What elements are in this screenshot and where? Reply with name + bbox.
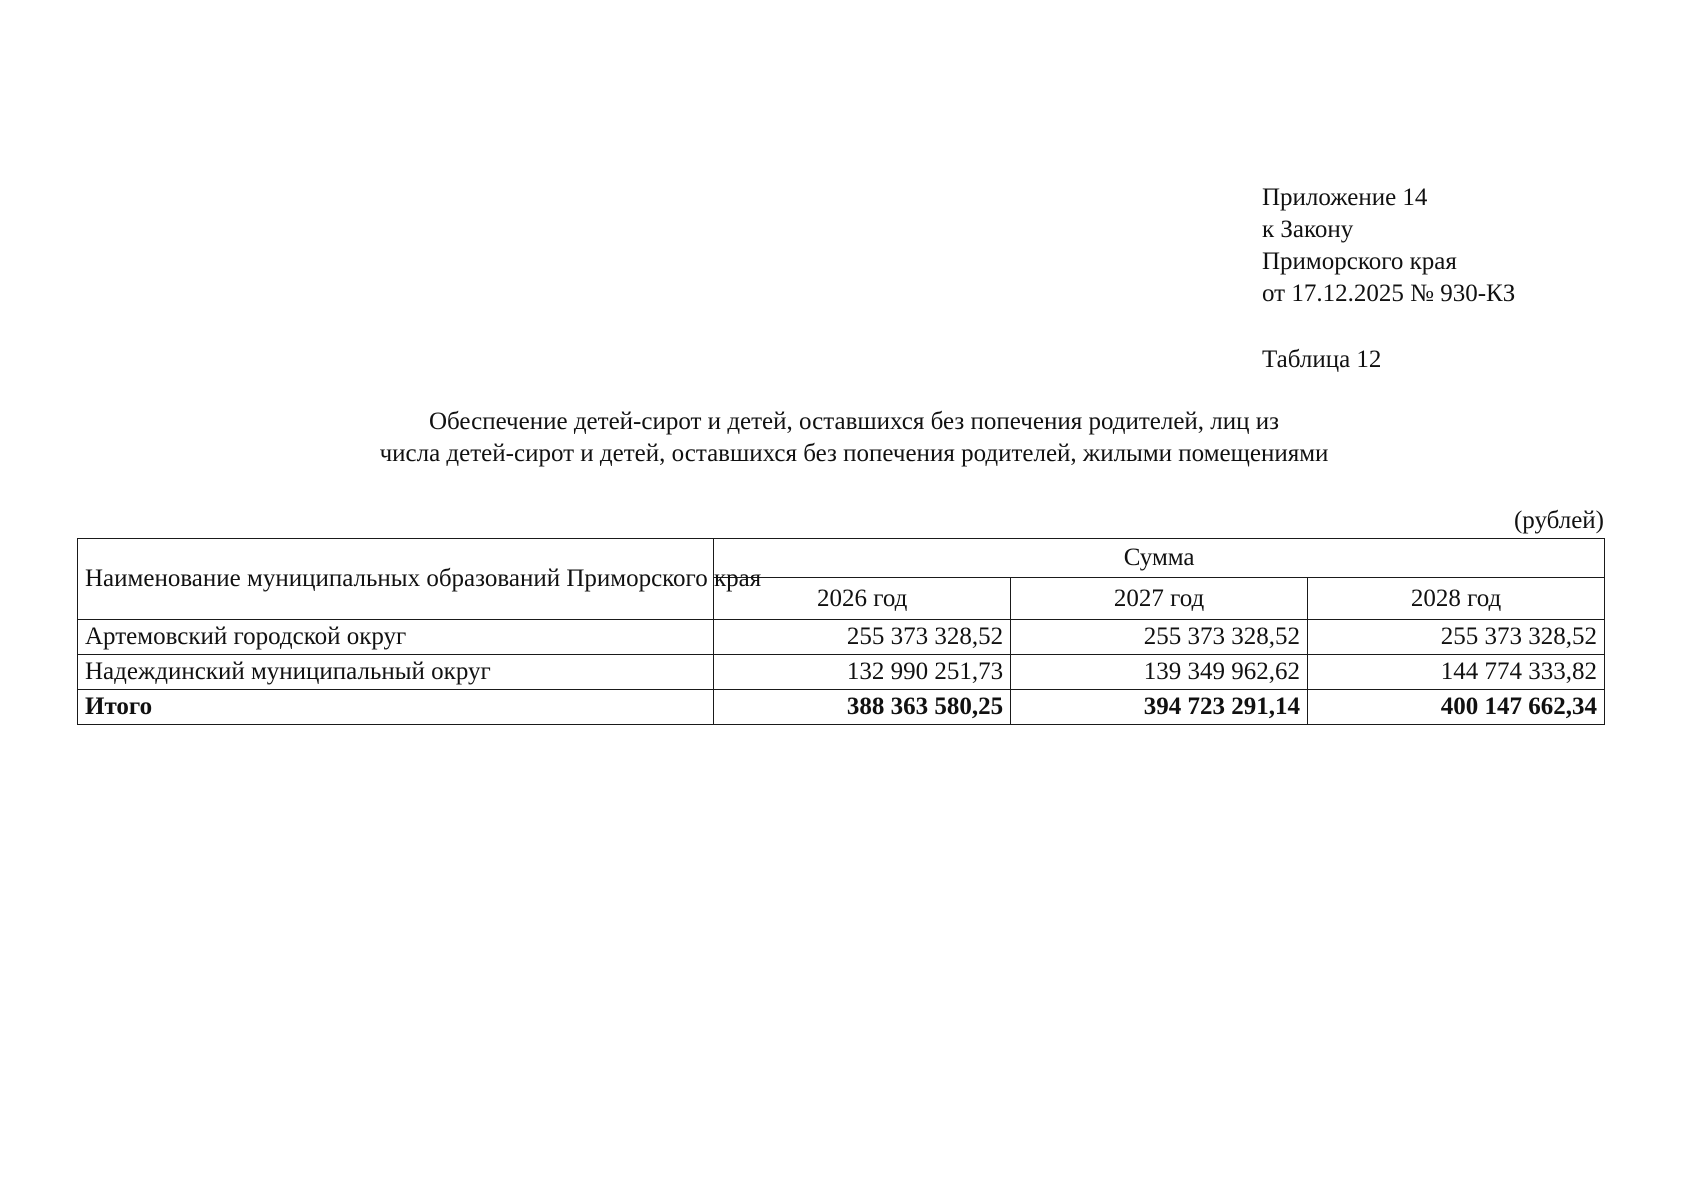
table-row (78, 655, 1605, 690)
appendix-law-ref: к Закону (1262, 216, 1354, 243)
year-2028-header: 2028 год (1308, 578, 1605, 620)
municipality-name: Артемовский городской округ (78, 620, 714, 655)
amount-2028: 144 774 333,82 (1308, 655, 1605, 690)
funding-table (77, 538, 1605, 725)
document-title (200, 406, 1508, 470)
municipality-name: Надеждинский муниципальный округ (78, 655, 714, 690)
table-row (78, 620, 1605, 655)
document-title-line-2: числа детей-сирот и детей, оставшихся без попечения родителей, жилыми помещениями (379, 440, 1329, 467)
appendix-header (1262, 182, 1515, 310)
total-row (78, 690, 1605, 725)
amount-2026: 255 373 328,52 (714, 620, 1011, 655)
appendix-date-number: от 17.12.2025 № 930-КЗ (1262, 280, 1516, 307)
year-2026-header: 2026 год (714, 578, 1011, 620)
municipality-column-header: Наименование муниципальных образований Приморского края (78, 539, 714, 620)
table-label: Таблица 12 (1262, 346, 1382, 373)
units-label: (рублей) (1513, 507, 1604, 534)
appendix-number: Приложение 14 (1262, 184, 1428, 211)
total-2027: 394 723 291,14 (1011, 690, 1308, 725)
total-2028: 400 147 662,34 (1308, 690, 1605, 725)
amount-2027: 139 349 962,62 (1011, 655, 1308, 690)
amount-2026: 132 990 251,73 (714, 655, 1011, 690)
year-2027-header: 2027 год (1011, 578, 1308, 620)
document-title-line-1: Обеспечение детей-сирот и детей, оставшихся без попечения родителей, лиц из (428, 408, 1280, 435)
amount-2027: 255 373 328,52 (1011, 620, 1308, 655)
total-2026: 388 363 580,25 (714, 690, 1011, 725)
total-label: Итого (78, 690, 714, 725)
table-header-row (78, 539, 1605, 578)
amount-2028: 255 373 328,52 (1308, 620, 1605, 655)
appendix-region: Приморского края (1262, 248, 1457, 275)
sum-column-header: Сумма (714, 539, 1605, 578)
